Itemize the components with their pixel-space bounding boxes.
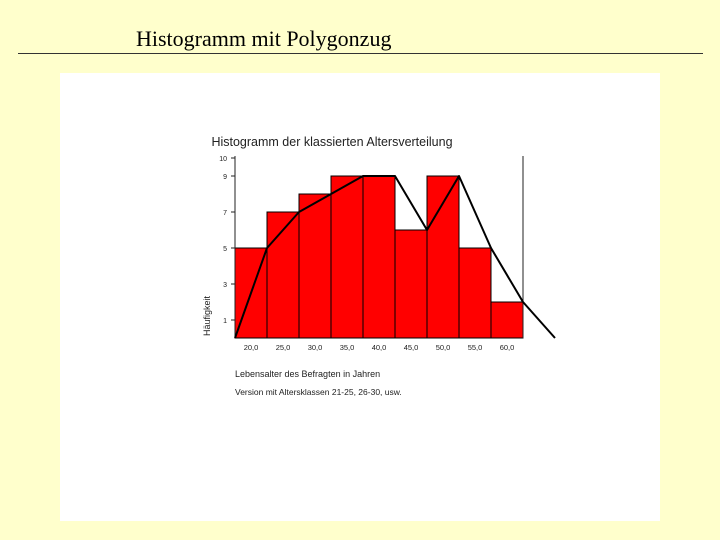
title-divider <box>18 53 703 54</box>
histogram-chart <box>60 73 660 521</box>
x-tick-label: 55,0 <box>467 343 483 352</box>
histogram-bar <box>427 176 459 338</box>
y-tick-label: 1 <box>223 318 227 325</box>
histogram-bar <box>491 302 523 338</box>
x-tick-label: 60,0 <box>499 343 515 352</box>
x-axis-label: Lebensalter des Befragten in Jahren <box>235 369 381 379</box>
figure-panel <box>60 73 660 521</box>
histogram-bar <box>459 248 491 338</box>
histogram-bar <box>299 194 331 338</box>
bars-layer <box>235 176 523 338</box>
y-tick-label: 3 <box>223 282 227 289</box>
y-axis-label: Häufigkeit <box>202 295 212 337</box>
histogram-bar <box>363 176 395 338</box>
y-tick-label: 10 <box>219 156 227 163</box>
chart-note: Version mit Altersklassen 21-25, 26-30, usw. <box>235 387 402 397</box>
y-tick-label: 5 <box>223 246 227 253</box>
x-tick-label: 35,0 <box>339 343 355 352</box>
y-tick-label: 9 <box>223 174 227 181</box>
x-tick-label: 50,0 <box>435 343 451 352</box>
y-tick-label: 7 <box>223 210 227 217</box>
histogram-bar <box>395 230 427 338</box>
x-tick-label: 40,0 <box>371 343 387 352</box>
x-tick-label: 45,0 <box>403 343 419 352</box>
x-tick-label: 25,0 <box>275 343 291 352</box>
x-tick-label: 20,0 <box>243 343 259 352</box>
slide-title: Histogramm mit Polygonzug <box>136 26 392 51</box>
histogram-bar <box>331 176 363 338</box>
chart-title: Histogramm der klassierten Altersverteilung <box>211 135 453 149</box>
x-tick-label: 30,0 <box>307 343 323 352</box>
